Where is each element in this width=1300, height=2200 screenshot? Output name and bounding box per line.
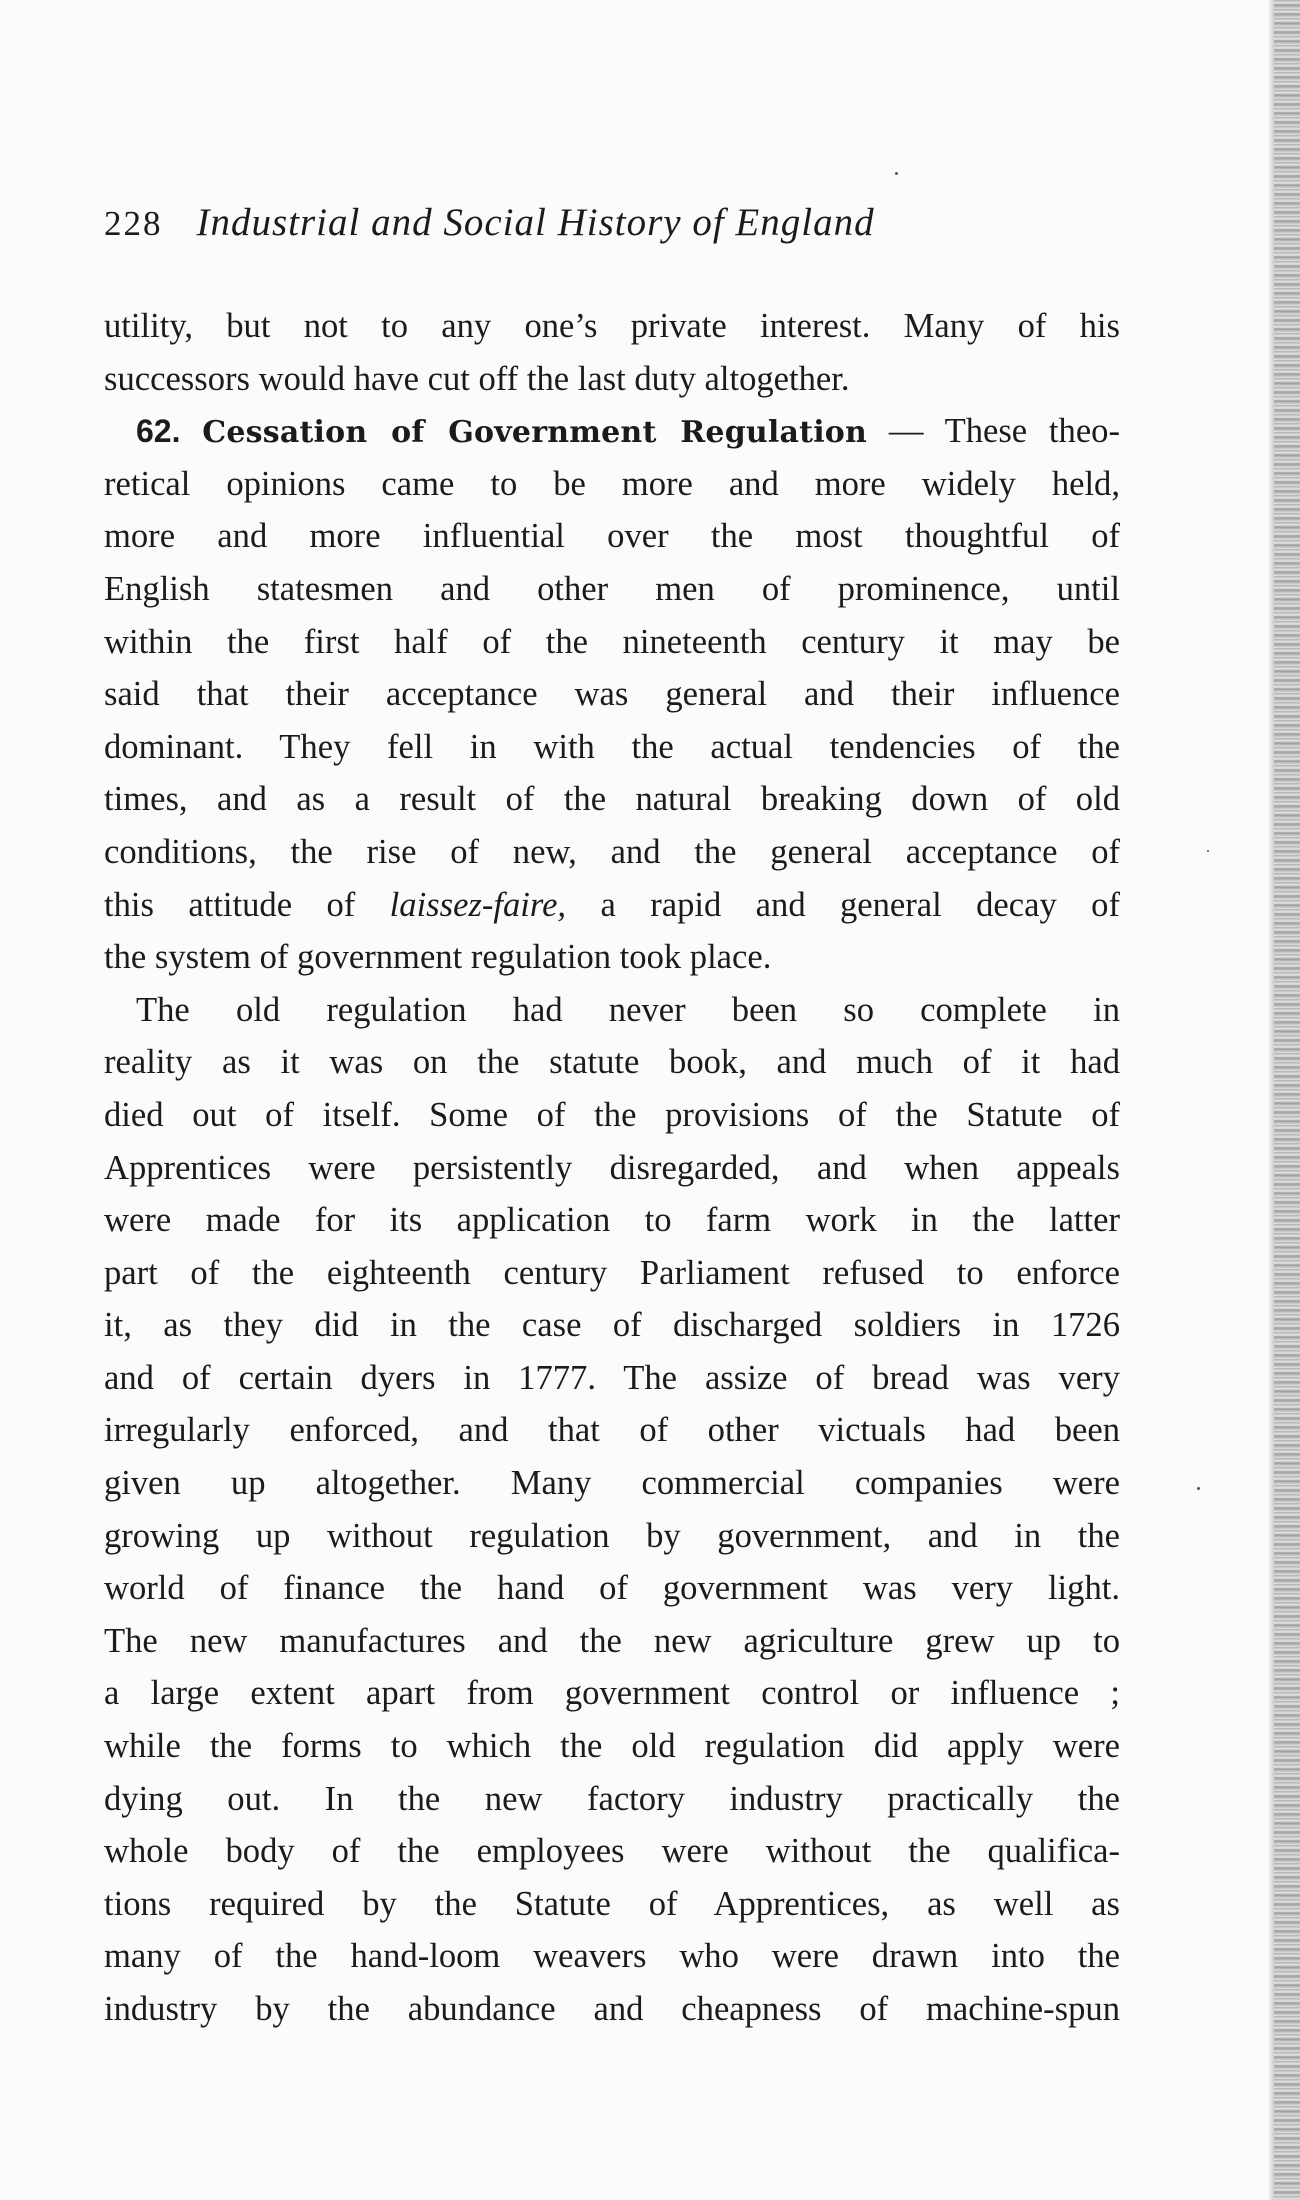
text-fragment: this attitude of (104, 885, 356, 924)
text-line: dying out. In the new factory industry practically the (104, 1779, 1120, 1818)
text-line: retical opinions came to be more and more widely held, (104, 464, 1120, 503)
text-line: whole body of the employees were without the qualifica- (104, 1832, 1120, 1871)
text-line: utility, but not to any one’s private interest. Many of his (104, 307, 1120, 345)
text-line: dominant. They fell in with the actual tendencies of the (104, 727, 1120, 766)
text-fragment: a rapid and general decay of (600, 885, 1120, 924)
text-line: The new manufactures and the new agriculture grew up to (104, 1621, 1120, 1660)
text-line: it, as they did in the case of discharged soldiers in 1726 (104, 1306, 1120, 1345)
text-line: world of finance the hand of government was very light. (104, 1569, 1120, 1608)
running-title: Industrial and Social History of England (196, 201, 875, 244)
text-line: part of the eighteenth century Parliament refused to enforce (104, 1253, 1120, 1292)
text-line: said that their acceptance was general and their influence (104, 675, 1120, 714)
scan-speck (895, 172, 898, 175)
text-line: times, and as a result of the natural breaking down of old (104, 780, 1120, 819)
page-number: 228 (104, 204, 163, 243)
text-line: given up altogether. Many commercial companies were (104, 1464, 1120, 1503)
text-line: were made for its application to farm work in the latter (104, 1201, 1120, 1240)
scan-speck (1197, 1487, 1200, 1490)
scan-speck (1207, 850, 1209, 852)
text-line: while the forms to which the old regulation did apply were (104, 1727, 1120, 1766)
page-binding-edge (1274, 0, 1300, 2200)
text-line: industry by the abundance and cheapness of machine-spun (104, 1990, 1120, 2028)
section-first-line (104, 405, 1120, 458)
text-line: irregularly enforced, and that of other victuals had been (104, 1411, 1120, 1450)
italic-term: laissez-faire, (389, 885, 567, 924)
text-line: Apprentices were persistently disregarded, and when appeals (104, 1148, 1120, 1187)
text-line: English statesmen and other men of prominence, until (104, 569, 1120, 608)
body-text (104, 300, 1120, 2036)
text-line-with-italic (104, 879, 1120, 932)
text-line: died out of itself. Some of the provisions of the Statute of (104, 1095, 1120, 1134)
text-line: tions required by the Statute of Apprentices, as well as (104, 1884, 1120, 1923)
text-line: conditions, the rise of new, and the general acceptance of (104, 832, 1120, 871)
text-line: many of the hand-loom weavers who were drawn into the (104, 1937, 1120, 1976)
section-number: 62. (136, 413, 181, 450)
text-line: reality as it was on the statute book, and much of it had (104, 1043, 1120, 1082)
section-heading: Cessation of Government Regulation (202, 415, 868, 451)
text-line: the system of government regulation took place. (104, 938, 772, 977)
text-line: successors would have cut off the last duty altogether. (104, 359, 850, 398)
paragraph-first-line: The old regulation had never been so complete in (136, 990, 1120, 1029)
running-head (104, 200, 1120, 260)
text-line: more and more influential over the most thoughtful of (104, 517, 1120, 556)
book-page (104, 200, 1120, 2036)
text-line: a large extent apart from government control or influence ; (104, 1674, 1120, 1713)
text-line: growing up without regulation by government, and in the (104, 1516, 1120, 1555)
text-fragment: — These theo- (888, 412, 1120, 451)
text-line: and of certain dyers in 1777. The assize of bread was very (104, 1358, 1120, 1397)
text-line: within the first half of the nineteenth century it may be (104, 622, 1120, 661)
